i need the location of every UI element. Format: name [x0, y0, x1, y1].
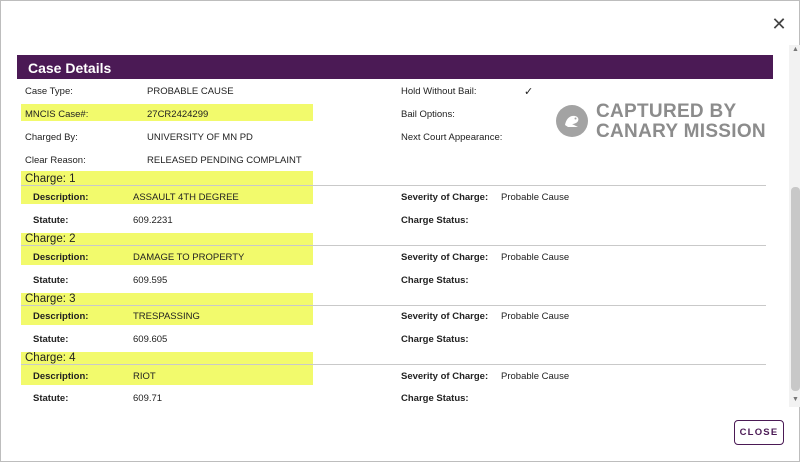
- divider: [21, 305, 766, 306]
- scroll-down-arrow-icon[interactable]: ▼: [792, 396, 799, 403]
- clear-reason-value: RELEASED PENDING COMPLAINT: [147, 155, 302, 166]
- statute-value: 609.605: [133, 334, 168, 345]
- mncis-value: 27CR2424299: [147, 109, 209, 120]
- statute-label: Statute:: [33, 215, 69, 226]
- severity-label: Severity of Charge:: [401, 252, 489, 263]
- close-button[interactable]: CLOSE: [734, 420, 784, 445]
- charge-title: Charge: 1: [25, 173, 76, 185]
- statute-value: 609.71: [133, 393, 163, 404]
- divider: [21, 185, 766, 186]
- scroll-up-arrow-icon[interactable]: ▲: [792, 46, 799, 53]
- charge-status-label: Charge Status:: [401, 393, 469, 404]
- severity-label: Severity of Charge:: [401, 371, 489, 382]
- charge-title: Charge: 4: [25, 352, 76, 364]
- charged-by-value: UNIVERSITY OF MN PD: [147, 132, 253, 143]
- severity-label: Severity of Charge:: [401, 311, 489, 322]
- charge-status-label: Charge Status:: [401, 215, 469, 226]
- severity-label: Severity of Charge:: [401, 192, 489, 203]
- statute-label: Statute:: [33, 334, 69, 345]
- description-label: Description:: [33, 371, 89, 382]
- canary-mission-watermark: [556, 102, 766, 142]
- description-value: RIOT: [133, 371, 156, 382]
- description-label: Description:: [33, 311, 89, 322]
- description-value: ASSAULT 4TH DEGREE: [133, 192, 239, 203]
- severity-value: Probable Cause: [501, 371, 570, 382]
- mncis-label: MNCIS Case#:: [25, 109, 89, 120]
- section-title: Case Details: [17, 55, 773, 79]
- charged-by-label: Charged By:: [25, 132, 78, 143]
- description-value: TRESPASSING: [133, 311, 200, 322]
- statute-label: Statute:: [33, 275, 69, 286]
- charge-title: Charge: 3: [25, 293, 76, 305]
- charge-title: Charge: 2: [25, 233, 76, 245]
- divider: [21, 245, 766, 246]
- close-x-icon[interactable]: ✕: [771, 14, 787, 35]
- severity-value: Probable Cause: [501, 192, 570, 203]
- statute-value: 609.2231: [133, 215, 173, 226]
- canary-logo-icon: [556, 105, 588, 137]
- charge-status-label: Charge Status:: [401, 334, 469, 345]
- statute-value: 609.595: [133, 275, 168, 286]
- case-type-value: PROBABLE CAUSE: [147, 86, 234, 97]
- statute-label: Statute:: [33, 393, 69, 404]
- description-label: Description:: [33, 252, 89, 263]
- checkmark-icon: ✓: [524, 86, 534, 98]
- description-label: Description:: [33, 192, 89, 203]
- severity-value: Probable Cause: [501, 311, 570, 322]
- charge-status-label: Charge Status:: [401, 275, 469, 286]
- case-type-label: Case Type:: [25, 86, 73, 97]
- watermark-line-2: CANARY MISSION: [596, 121, 766, 142]
- scrollbar-thumb[interactable]: [791, 187, 800, 391]
- hold-without-bail-label: Hold Without Bail:: [401, 86, 477, 97]
- next-court-label: Next Court Appearance:: [401, 132, 503, 143]
- watermark-line-1: CAPTURED BY: [596, 101, 737, 122]
- clear-reason-label: Clear Reason:: [25, 155, 86, 166]
- divider: [21, 364, 766, 365]
- bail-options-label: Bail Options:: [401, 109, 455, 120]
- description-value: DAMAGE TO PROPERTY: [133, 252, 245, 263]
- severity-value: Probable Cause: [501, 252, 570, 263]
